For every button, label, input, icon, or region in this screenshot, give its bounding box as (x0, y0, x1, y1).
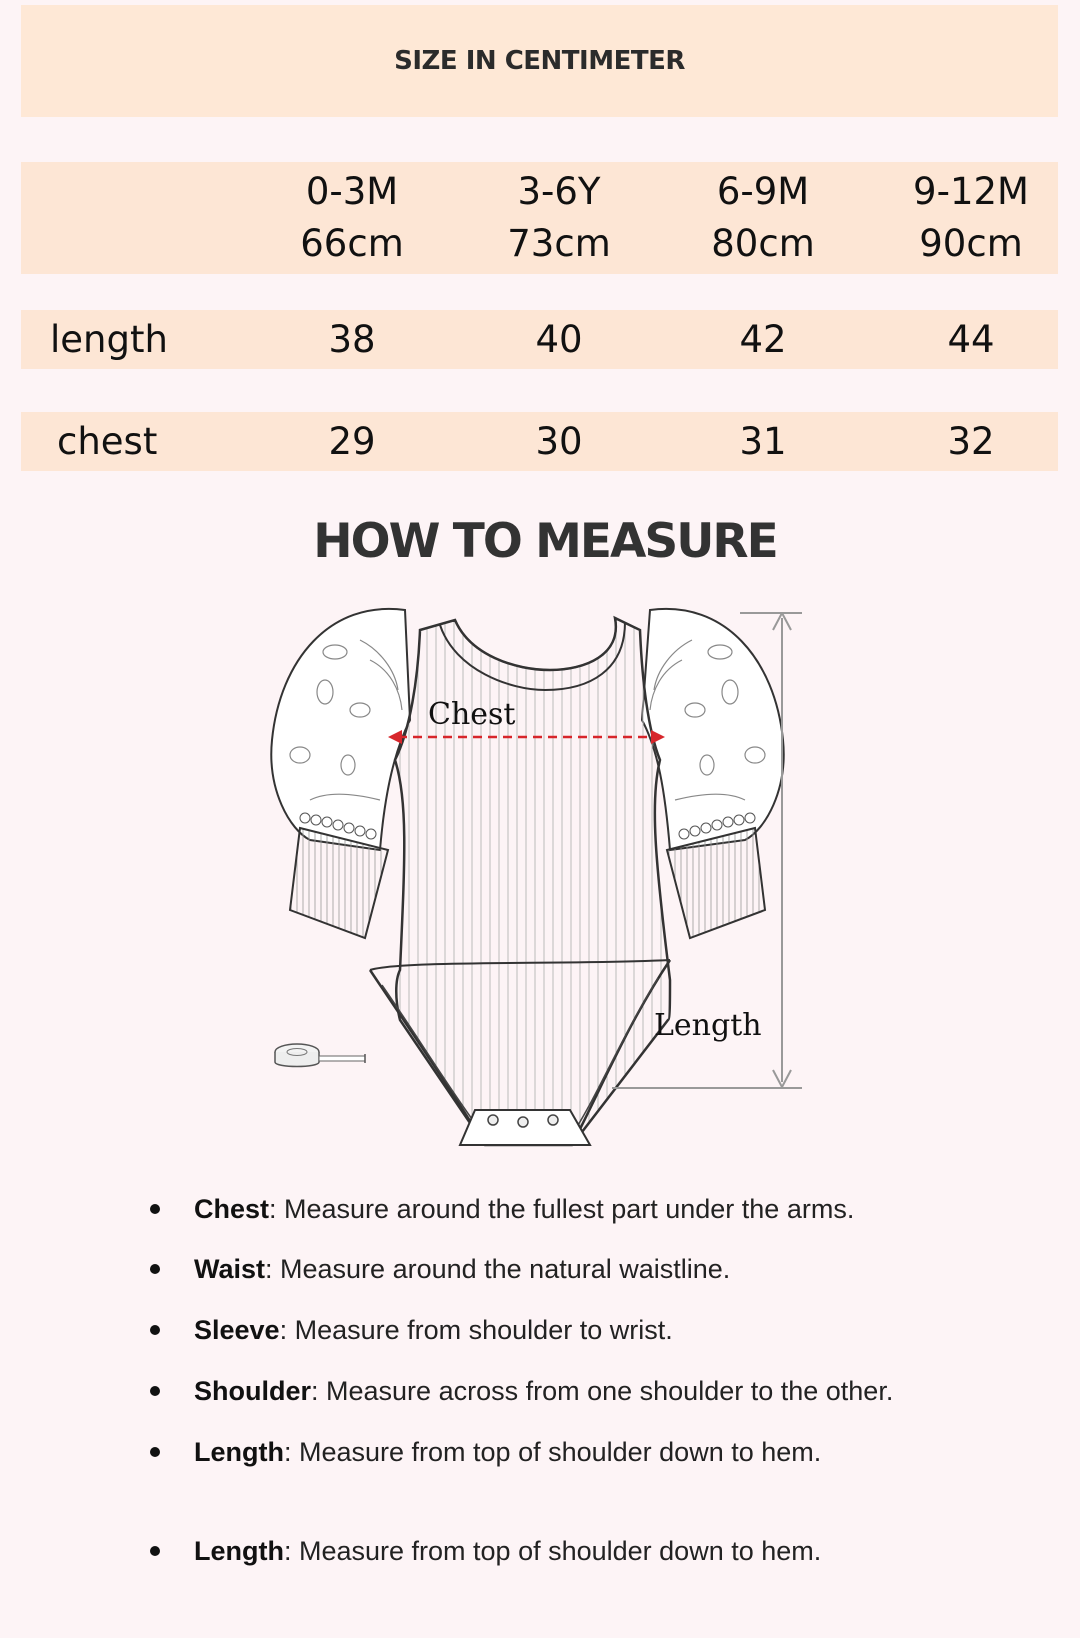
size-height: 80cm (711, 222, 815, 265)
row-value: 44 (947, 318, 995, 361)
instruction-text: : Measure from top of shoulder down to hem. (283, 1437, 822, 1467)
size-chart-title: SIZE IN CENTIMETER (394, 46, 685, 76)
bullet-icon (150, 1546, 160, 1556)
bodysuit-measurement-diagram (270, 600, 830, 1160)
bullet-icon (150, 1386, 160, 1396)
instruction-term: Waist (194, 1254, 266, 1284)
instruction-text: : Measure from shoulder to wrist. (279, 1315, 673, 1345)
bullet-icon (150, 1204, 160, 1214)
size-chart-header (21, 5, 1058, 117)
length-diagram-label: Length (654, 1008, 762, 1043)
list-item (150, 1536, 821, 1567)
instruction-text: : Measure around the natural waistline. (265, 1254, 731, 1284)
row-value: 32 (947, 420, 995, 463)
row-value: 29 (328, 420, 376, 463)
size-col-3 (673, 166, 853, 270)
list-item (150, 1315, 673, 1346)
bullet-icon (150, 1325, 160, 1335)
row-value: 38 (328, 318, 376, 361)
size-age: 6-9M (716, 170, 810, 213)
instruction-term: Sleeve (194, 1315, 280, 1345)
row-label: chest (57, 420, 158, 463)
list-item (150, 1376, 893, 1407)
bodysuit-illustration-icon (270, 600, 830, 1160)
row-value: 30 (535, 420, 583, 463)
size-age: 0-3M (305, 170, 399, 213)
row-value: 31 (739, 420, 787, 463)
size-col-4 (881, 166, 1061, 270)
row-value: 42 (739, 318, 787, 361)
chest-diagram-label: Chest (428, 697, 516, 732)
size-age: 3-6Y (517, 170, 601, 213)
instruction-term: Length (194, 1536, 284, 1566)
table-row-length (21, 310, 1058, 369)
tape-measure-icon (275, 1044, 365, 1067)
size-height: 66cm (300, 222, 404, 265)
row-value: 40 (535, 318, 583, 361)
list-item (150, 1437, 821, 1468)
row-label: length (50, 318, 168, 361)
size-height: 90cm (919, 222, 1023, 265)
instruction-text: : Measure across from one shoulder to the other. (311, 1376, 894, 1406)
size-col-1 (262, 166, 442, 270)
list-item (150, 1254, 730, 1285)
instruction-term: Chest (194, 1194, 270, 1224)
instruction-text: : Measure from top of shoulder down to hem. (283, 1536, 822, 1566)
size-col-2 (469, 166, 649, 270)
instruction-term: Length (194, 1437, 284, 1467)
bullet-icon (150, 1447, 160, 1457)
instruction-text: : Measure around the fullest part under the arms. (269, 1194, 855, 1224)
table-row-chest (21, 412, 1058, 471)
list-item (150, 1194, 854, 1225)
bullet-icon (150, 1264, 160, 1274)
size-age: 9-12M (913, 170, 1029, 213)
size-height: 73cm (507, 222, 611, 265)
how-to-measure-title: HOW TO MEASURE (313, 514, 777, 569)
instruction-term: Shoulder (194, 1376, 312, 1406)
size-header-row (21, 162, 1058, 274)
